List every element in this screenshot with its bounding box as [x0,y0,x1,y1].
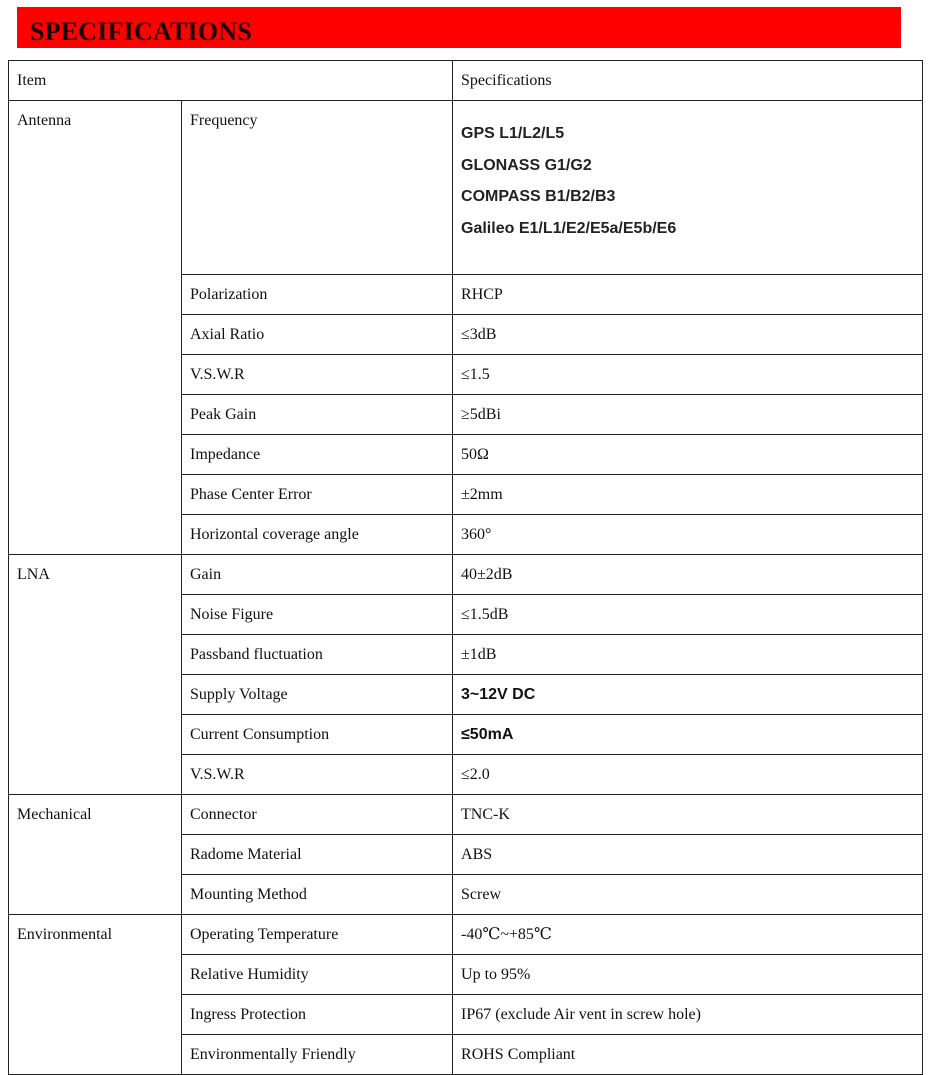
param-label: Horizontal coverage angle [182,515,453,555]
param-value: ≤1.5 [453,355,923,395]
param-label: Environmentally Friendly [182,1035,453,1075]
param-value: ROHS Compliant [453,1035,923,1075]
frequency-value: Galileo E1/L1/E2/E5a/E5b/E6 [461,219,677,237]
param-label: Noise Figure [182,595,453,635]
frequency-value: COMPASS B1/B2/B3 [461,188,616,205]
group-antenna: Antenna [9,101,182,555]
param-value: -40℃~+85℃ [453,915,923,955]
param-label: Supply Voltage [182,675,453,715]
table-header-row [9,61,923,101]
table-row [9,555,923,595]
param-value: RHCP [453,275,923,315]
param-value: Up to 95% [453,955,923,995]
table-row [9,795,923,835]
param-value: ≤2.0 [453,755,923,795]
param-value: TNC-K [453,795,923,835]
param-label: Connector [182,795,453,835]
param-label: Impedance [182,435,453,475]
group-environmental: Environmental [9,915,182,1075]
param-value: Screw [453,875,923,915]
param-value: ±2mm [453,475,923,515]
table-row [9,915,923,955]
param-label: Current Consumption [182,715,453,755]
param-label: Passband fluctuation [182,635,453,675]
param-label: Frequency [182,101,453,275]
table-row [9,101,923,275]
param-value: ≤1.5dB [453,595,923,635]
param-label: Operating Temperature [182,915,453,955]
param-label: Gain [182,555,453,595]
param-label: Radome Material [182,835,453,875]
param-value: ±1dB [453,635,923,675]
param-value: 40±2dB [453,555,923,595]
header-item: Item [9,61,453,101]
param-label: Mounting Method [182,875,453,915]
param-value: 3~12V DC [453,675,923,715]
param-value: ≤3dB [453,315,923,355]
param-label: Ingress Protection [182,995,453,1035]
specifications-table [8,60,923,1075]
param-value: ≥5dBi [453,395,923,435]
specifications-banner [17,7,901,48]
frequency-value: GPS L1/L2/L5 [461,125,565,142]
page-title: SPECIFICATIONS [30,17,252,46]
param-label: Phase Center Error [182,475,453,515]
param-value: 50Ω [453,435,923,475]
frequency-value: GLONASS G1/G2 [461,156,592,174]
param-label: Axial Ratio [182,315,453,355]
param-label: V.S.W.R [182,755,453,795]
param-label: Peak Gain [182,395,453,435]
group-mechanical: Mechanical [9,795,182,915]
param-value: IP67 (exclude Air vent in screw hole) [453,995,923,1035]
group-lna: LNA [9,555,182,795]
param-value: ABS [453,835,923,875]
param-value: ≤50mA [453,715,923,755]
frequency-values [453,101,923,275]
param-label: Relative Humidity [182,955,453,995]
param-label: V.S.W.R [182,355,453,395]
param-label: Polarization [182,275,453,315]
header-specifications: Specifications [453,61,923,101]
param-value: 360° [453,515,923,555]
